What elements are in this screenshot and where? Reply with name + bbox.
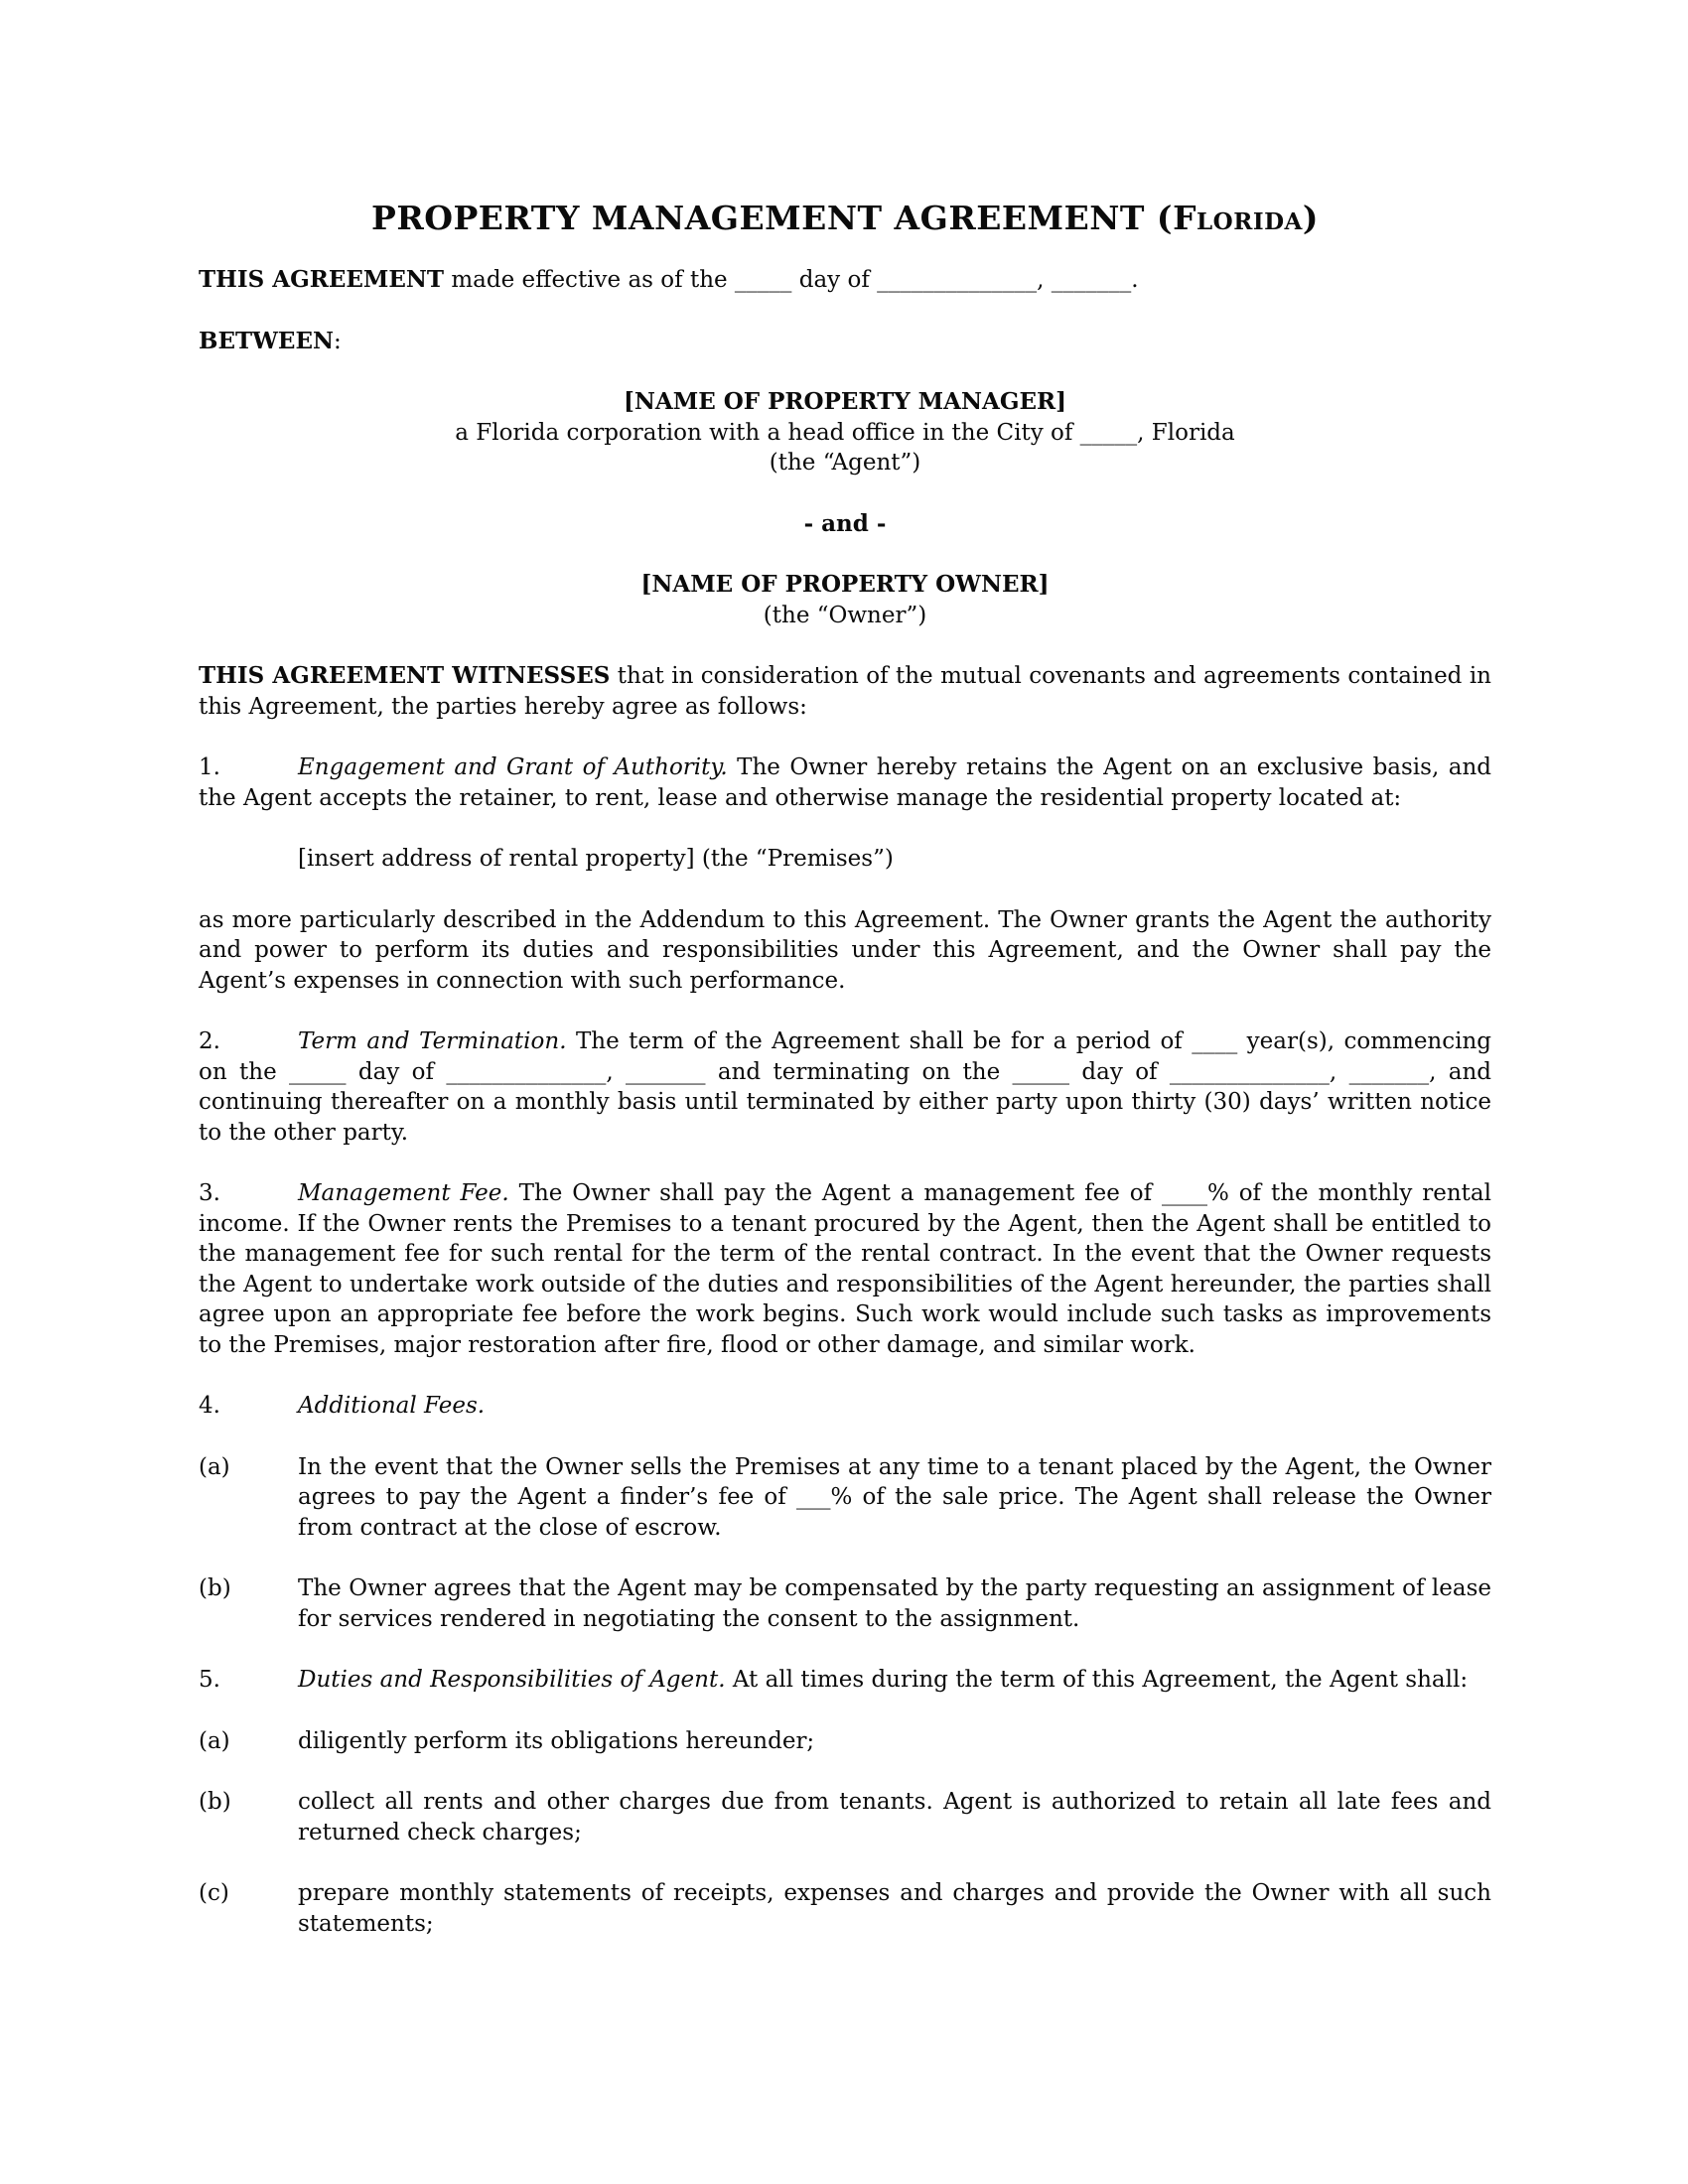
clause-5a (199, 1726, 1491, 1757)
section-5 (199, 1665, 1491, 1696)
document-title-suffix: ) (1302, 199, 1319, 237)
party-manager-alias: (the “Agent”) (769, 450, 921, 476)
section-1-heading: Engagement and Grant of Authority. (298, 754, 728, 780)
clause-4b-text: The Owner agrees that the Agent may be compensated by the party requesting an assignment of lease for services rendered in negotiating the consent to the assignment. (298, 1575, 1491, 1632)
document-title (199, 198, 1491, 238)
intro-rest: made effective as of the _____ day of ______________, _______. (444, 267, 1139, 293)
clause-5b-label: (b) (199, 1789, 231, 1815)
section-2-number: 2. (199, 1028, 220, 1054)
intro-paragraph (199, 265, 1491, 296)
clause-5a-label: (a) (199, 1727, 230, 1754)
clause-4a-label: (a) (199, 1453, 230, 1480)
witness-rest: that in consideration of the mutual covenants and agreements contained in this Agreement, the parties hereby agree as follows: (199, 663, 1491, 720)
clause-4b-label: (b) (199, 1575, 231, 1601)
section-3-text: The Owner shall pay the Agent a management fee of ____% of the monthly rental income. If the Owner rents the Premises to a tenant procured by the Agent, then the Agent shall be entitled to the management fee for such rental for the term of the rental contract. In the event that the Owner requests the Agent to undertake work outside of the duties and responsibilities of the Agent hereunder, the parties shall agree upon an appropriate fee before the work begins. Such work would include such tasks as improvements to the Premises, major restoration after fire, flood or other damage, and similar work. (199, 1180, 1491, 1358)
section-4-heading: Additional Fees. (298, 1393, 486, 1419)
section-4-number: 4. (199, 1393, 220, 1419)
and-separator: - and - (803, 509, 887, 537)
clause-4a (199, 1452, 1491, 1544)
section-3-heading: Management Fee. (298, 1180, 509, 1206)
clause-5c-text: prepare monthly statements of receipts, expenses and charges and provide the Owner with all such statements; (298, 1880, 1491, 1937)
party-owner-block (199, 570, 1491, 630)
clause-5c-label: (c) (199, 1880, 229, 1906)
party-manager-name: [NAME OF PROPERTY MANAGER] (624, 388, 1066, 415)
section-4 (199, 1391, 1491, 1422)
between-colon: : (334, 328, 342, 354)
section-2 (199, 1026, 1491, 1148)
party-owner-alias: (the “Owner”) (763, 602, 927, 628)
section-3-number: 3. (199, 1180, 220, 1206)
section-5-number: 5. (199, 1667, 220, 1693)
section-2-text: The term of the Agreement shall be for a period of ____ year(s), commencing on the _____ day of ______________, _______ and terminating on the _____ day of ______________, _______, and continuing thereafter on a monthly basis until terminated by either party upon thirty (30) days’ written notice to the other party. (199, 1028, 1492, 1146)
section-1-continuation: as more particularly described in the Addendum to this Agreement. The Owner grants the Agent the authority and power to perform its duties and responsibilities under this Agreement, and the Owner shall pay the Agent’s expenses in connection with such performance. (199, 906, 1491, 994)
section-1-number: 1. (199, 754, 220, 780)
party-manager-block (199, 387, 1491, 478)
between-word: BETWEEN (199, 327, 335, 354)
section-5-text: At all times during the term of this Agreement, the Agent shall: (732, 1667, 1469, 1693)
intro-lead: THIS AGREEMENT (199, 266, 445, 293)
premises-address-line: [insert address of rental property] (the “Premises”) (298, 846, 894, 872)
witness-paragraph (199, 661, 1491, 722)
section-1 (199, 752, 1491, 813)
document-title-prefix: PROPERTY MANAGEMENT AGREEMENT ( (371, 199, 1174, 237)
clause-4b (199, 1573, 1491, 1634)
party-owner-name: [NAME OF PROPERTY OWNER] (640, 571, 1050, 598)
clause-5b-text: collect all rents and other charges due from tenants. Agent is authorized to retain all late fees and returned check charges; (298, 1789, 1491, 1845)
section-5-heading: Duties and Responsibilities of Agent. (298, 1667, 726, 1693)
clause-4a-text: In the event that the Owner sells the Premises at any time to a tenant placed by the Agent, the Owner agrees to pay the Agent a finder’s fee of ___% of the sale price. The Agent shall release the Owner from contract at the close of escrow. (298, 1453, 1491, 1541)
clause-5b (199, 1787, 1491, 1847)
party-manager-description: a Florida corporation with a head office in the City of _____, Florida (455, 419, 1235, 446)
clause-5a-text: diligently perform its obligations hereunder; (298, 1727, 815, 1754)
document-title-state: Florida (1173, 199, 1303, 237)
between-label (199, 327, 1491, 357)
witness-lead: THIS AGREEMENT WITNESSES (199, 662, 611, 689)
section-2-heading: Term and Termination. (298, 1028, 567, 1054)
section-1-text: The Owner hereby retains the Agent on an exclusive basis, and the Agent accepts the retainer, to rent, lease and otherwise manage the residential property located at: (199, 754, 1491, 811)
section-3 (199, 1178, 1491, 1360)
clause-5c (199, 1878, 1491, 1939)
